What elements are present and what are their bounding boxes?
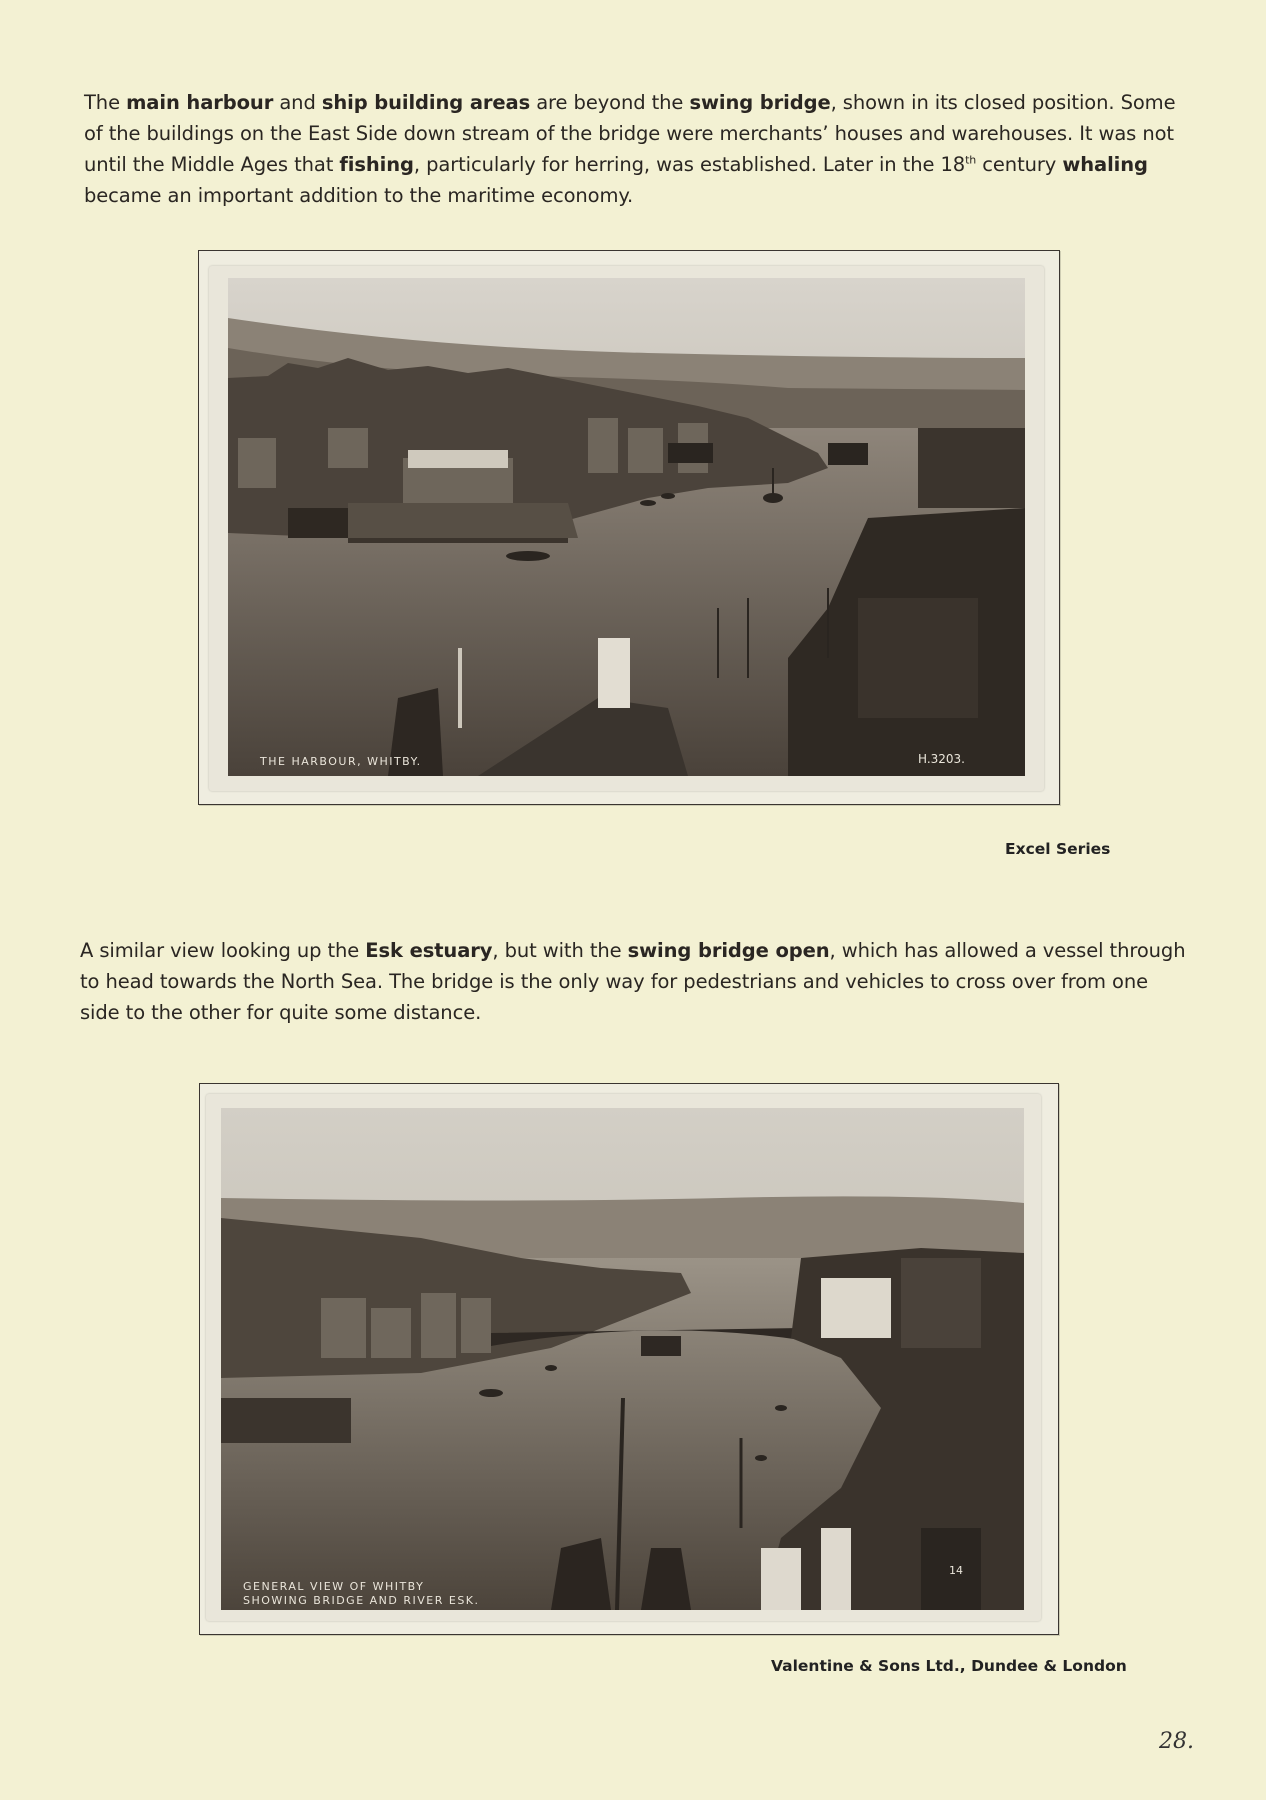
postcard-harbour — [209, 266, 1044, 791]
harbour-card-number: H.3203. — [918, 752, 965, 766]
bridge-publisher: Valentine & Sons Ltd., Dundee & London — [771, 1657, 1127, 1675]
bridge-caption-line2: SHOWING BRIDGE AND RIVER ESK. — [243, 1594, 480, 1607]
second-paragraph: A similar view looking up the Esk estuary, but with the swing bridge open, which has allowed a vessel through to head towards the North Sea. The bridge is the only way for pedestrians and vehicles to cross over from one side to the other for quite some distance. — [80, 939, 1186, 1024]
harbour-photo — [228, 278, 1025, 776]
postcard-mount-harbour — [198, 250, 1060, 805]
intro-paragraph: The main harbour and ship building areas are beyond the swing bridge, shown in its closed position. Some of the buildings on the East Side down stream of the bridge were merchants’ houses and warehouses. It was not until the Middle Ages that fishing, particularly for herring, was established. Later in the 18th century whaling became an important addition to the maritime economy. — [84, 91, 1176, 207]
harbour-caption: THE HARBOUR, WHITBY. — [260, 755, 422, 768]
bridge-card-number: 14 — [949, 1564, 963, 1577]
bridge-photo — [221, 1108, 1024, 1610]
postcard-bridge — [206, 1094, 1041, 1621]
postcard-mount-bridge — [199, 1083, 1059, 1635]
harbour-publisher: Excel Series — [1005, 840, 1111, 858]
bridge-caption-line1: GENERAL VIEW OF WHITBY — [243, 1580, 425, 1593]
page-number: 28. — [1159, 1729, 1194, 1754]
